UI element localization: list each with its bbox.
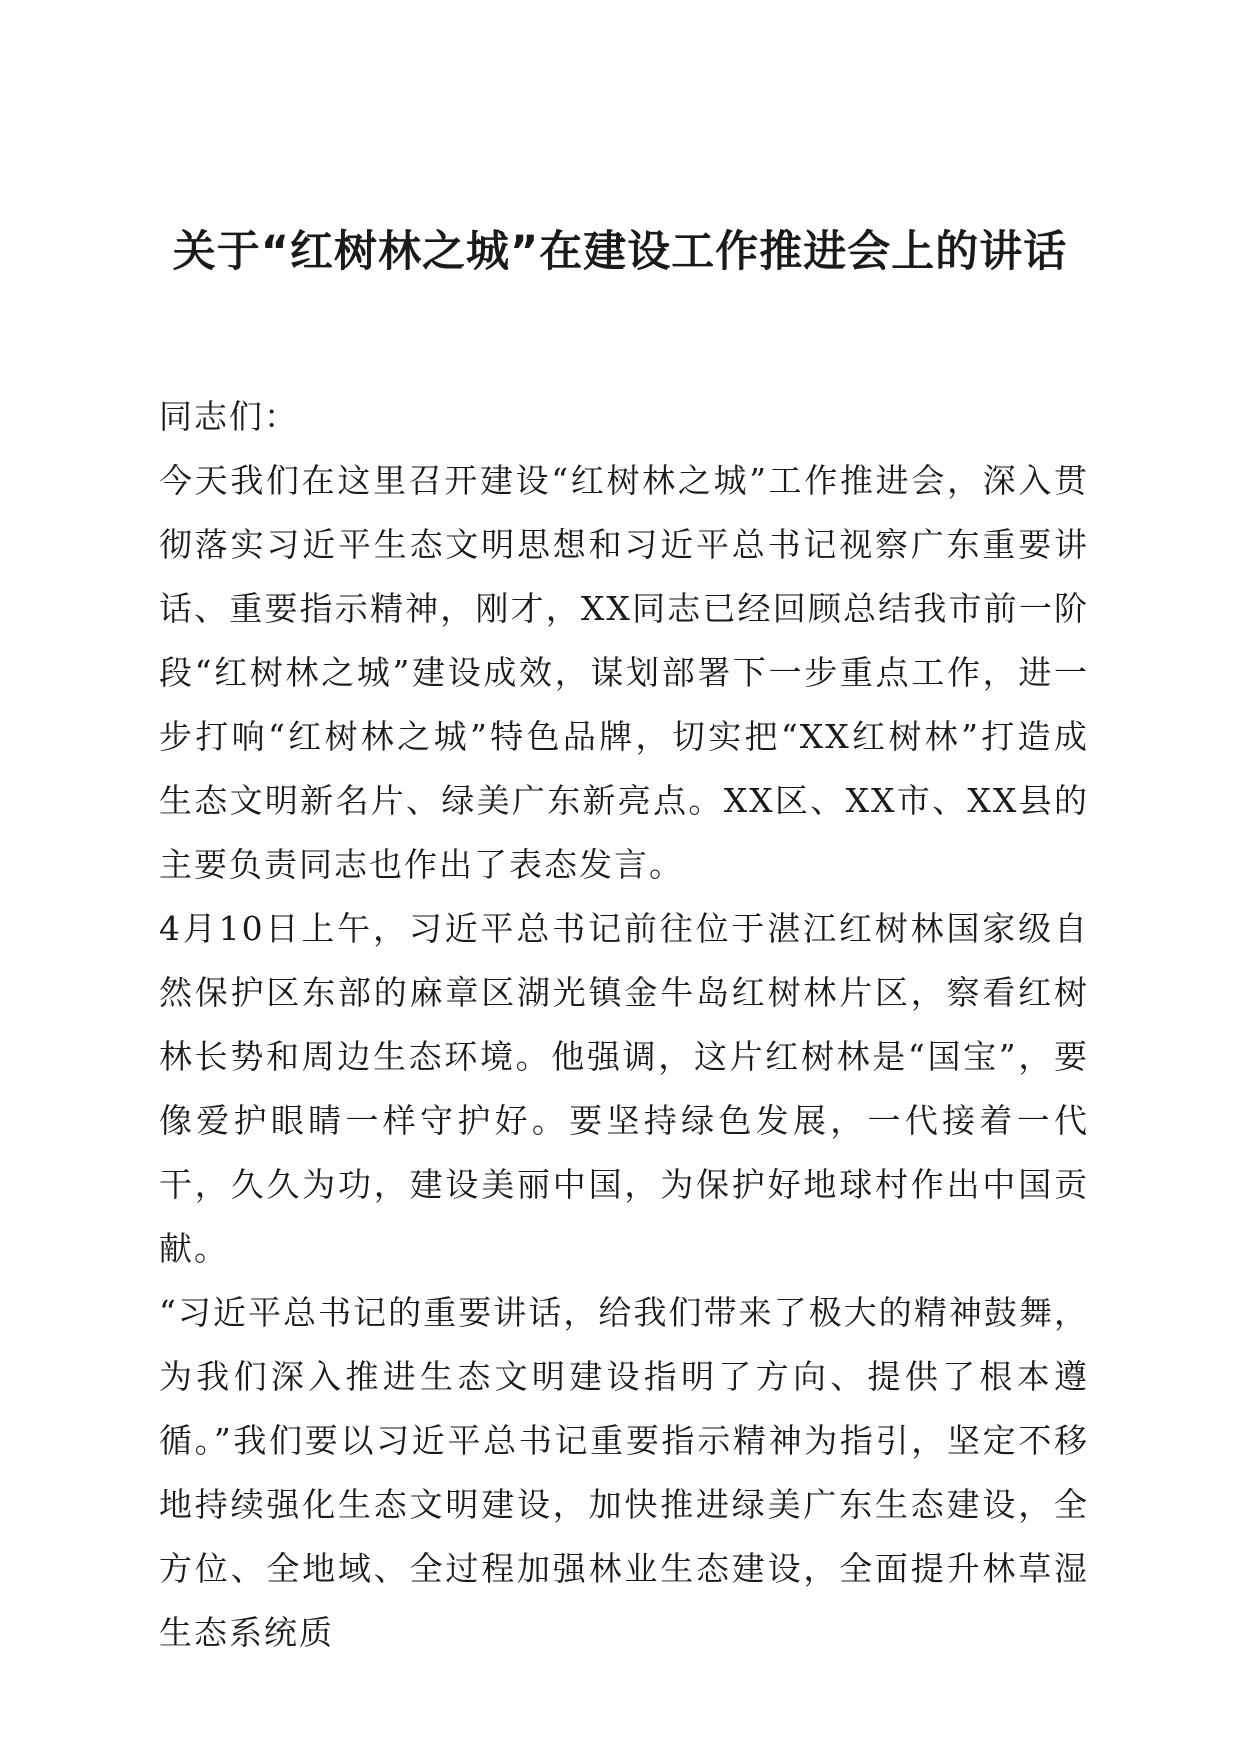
paragraph: 今天我们在这里召开建设“红树林之城”工作推进会，深入贯彻落实习近平生态文明思想和习近平总书记视察广东重要讲话、重要指示精神，刚才，XX同志已经回顾总结我市前一阶段“红树林之城”建设成效，谋划部署下一步重点工作，进一步打响“红树林之城”特色品牌，切实把“XX红树林”打造成生态文明新名片、绿美广东新亮点。XX区、XX市、XX县的主要负责同志也作出了表态发言。 (159, 461, 1089, 884)
paragraph: 4月10日上午，习近平总书记前往位于湛江红树林国家级自然保护区东部的麻章区湖光镇金牛岛红树林片区，察看红树林长势和周边生态环境。他强调，这片红树林是“国宝”，要像爱护眼睛一样守护好。要坚持绿色发展，一代接着一代干，久久为功，建设美丽中国，为保护好地球村作出中国贡献。 (159, 909, 1089, 1268)
document-body (159, 385, 1089, 1665)
paragraph: “习近平总书记的重要讲话，给我们带来了极大的精神鼓舞，为我们深入推进生态文明建设指明了方向、提供了根本遵循。”我们要以习近平总书记重要指示精神为指引，坚定不移地持续强化生态文明建设，加快推进绿美广东生态建设，全方位、全地域、全过程加强林业生态建设，全面提升林草湿生态系统质 (159, 1293, 1089, 1652)
document-title: 关于“红树林之城”在建设工作推进会上的讲话 (172, 227, 1068, 277)
salutation: 同志们： (159, 397, 299, 436)
